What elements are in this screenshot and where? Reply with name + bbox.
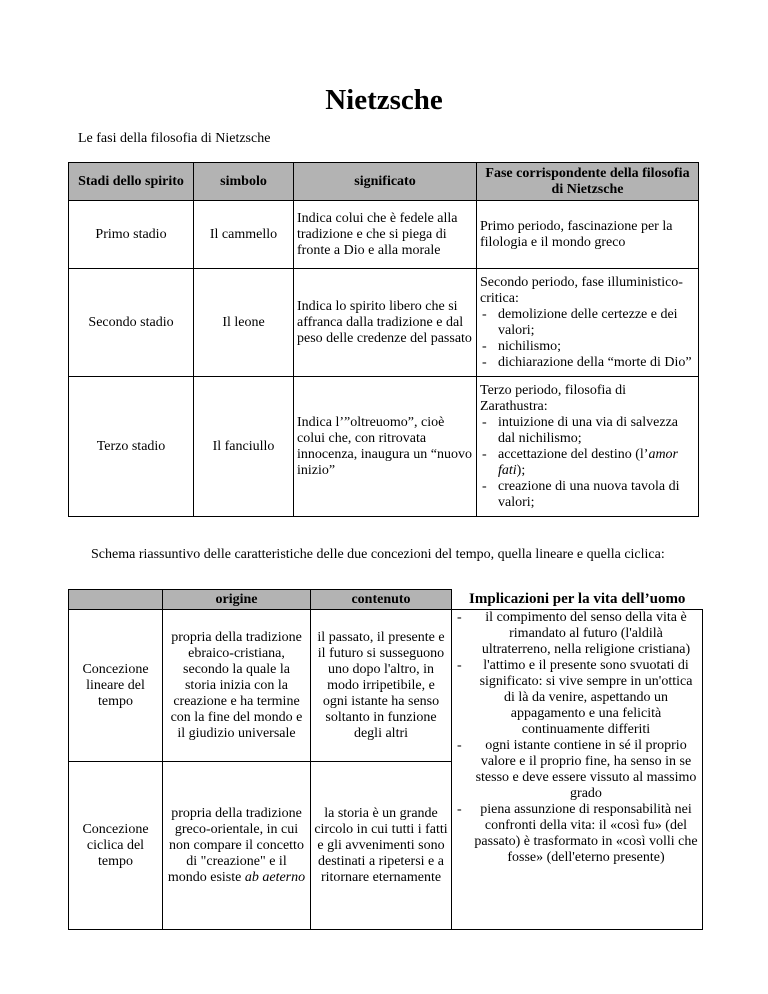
simbolo-cell: Il leone: [194, 269, 294, 377]
stadio-cell: Secondo stadio: [69, 269, 194, 377]
col-header-contenuto: contenuto: [311, 590, 452, 610]
origine-cell: [163, 762, 311, 930]
table-row: [69, 269, 699, 377]
col-header-significato: significato: [294, 163, 477, 201]
col-header-implicazioni: Implicazioni per la vita dell’uomo: [452, 590, 703, 610]
significato-cell: Indica colui che è fedele alla tradizione e che si piega di fronte a Dio e alla morale: [294, 201, 477, 269]
list-item-text-end: );: [516, 462, 526, 478]
col-header-empty: [69, 590, 163, 610]
stadio-cell: Terzo stadio: [69, 377, 194, 517]
list-item: - il compimento del senso della vita è rimandato al futuro (l'aldilà ultraterreno, nella religione cristiana): [455, 610, 699, 658]
simbolo-cell: Il fanciullo: [194, 377, 294, 517]
list-item: - dichiarazione della “morte di Dio”: [480, 355, 695, 371]
list-item-text: accettazione del destino (l’: [498, 446, 649, 462]
fase-intro: Primo periodo, fascinazione per la filologia e il mondo greco: [480, 218, 673, 250]
fase-cell: [477, 201, 699, 269]
stadio-cell: Primo stadio: [69, 201, 194, 269]
page-title: Nietzsche: [325, 84, 443, 116]
concezione-cell: Concezione ciclica del tempo: [69, 762, 163, 930]
col-header-fase: Fase corrispondente della filosofia di Nietzsche: [477, 163, 699, 201]
simbolo-cell: Il cammello: [194, 201, 294, 269]
list-item: [480, 447, 695, 479]
concezione-cell: Concezione lineare del tempo: [69, 610, 163, 762]
table-row: [69, 201, 699, 269]
list-item: - ogni istante contiene in sé il proprio valore e il proprio fine, ha senso in se stesso e deve essere vissuto al massimo grado: [455, 738, 699, 802]
schema-intro: Schema riassuntivo delle caratteristiche delle due concezioni del tempo, quella lineare e quella ciclica:: [91, 547, 665, 562]
significato-cell: Indica lo spirito libero che si affranca dalla tradizione e dal peso delle credenze del passato: [294, 269, 477, 377]
origine-text: propria della tradizione greco-orientale, in cui non compare il concetto di "creazione" e il mondo esiste: [167, 805, 304, 885]
implicazioni-list: [455, 610, 699, 866]
table-row: [69, 377, 699, 517]
stages-table: [68, 162, 699, 517]
table-row: [69, 610, 703, 762]
col-header-stadi: Stadi dello spirito: [69, 163, 194, 201]
fase-cell: [477, 269, 699, 377]
list-item: - nichilismo;: [480, 339, 695, 355]
list-item: - l'attimo e il presente sono svuotati di significato: si vive sempre in un'ottica di là da venire, aspettando un appagamento e una felicità continuamente differiti: [455, 658, 699, 738]
origine-cell: propria della tradizione ebraico-cristiana, secondo la quale la storia inizia con la creazione e ha termine con la fine del mondo e il giudizio universale: [163, 610, 311, 762]
section-subtitle: Le fasi della filosofia di Nietzsche: [78, 131, 271, 146]
fase-list: [480, 307, 695, 371]
list-item: - demolizione delle certezze e dei valori;: [480, 307, 695, 339]
time-concepts-table: [68, 589, 703, 930]
list-item: - piena assunzione di responsabilità nei confronti della vita: il «così fu» (del passato) è trasformato in «così volli che fosse» (dell'eterno presente): [455, 802, 699, 866]
contenuto-cell: il passato, il presente e il futuro si susseguono uno dopo l'altro, in modo irripetibile, e ogni istante ha senso soltanto in funzione degli altri: [311, 610, 452, 762]
fase-intro: Secondo periodo, fase illuministico-critica:: [480, 274, 683, 306]
list-item: - creazione di una nuova tavola di valori;: [480, 479, 695, 511]
fase-cell: [477, 377, 699, 517]
fase-intro: Terzo periodo, filosofia di Zarathustra:: [480, 382, 626, 414]
contenuto-cell: la storia è un grande circolo in cui tutti i fatti e gli avvenimenti sono destinati a ripetersi e a ritornare eternamente: [311, 762, 452, 930]
fase-list: [480, 415, 695, 511]
significato-cell: Indica l’”oltreuomo”, cioè colui che, con ritrovata innocenza, inaugura un “nuovo inizio”: [294, 377, 477, 517]
implicazioni-cell: [452, 610, 703, 930]
col-header-origine: origine: [163, 590, 311, 610]
ab-aeterno-text: ab aeterno: [244, 869, 306, 885]
col-header-simbolo: simbolo: [194, 163, 294, 201]
list-item: - intuizione di una via di salvezza dal nichilismo;: [480, 415, 695, 447]
table-header-row: [69, 163, 699, 201]
amor-fati-text: amor fati: [498, 446, 678, 478]
table-header-row: [69, 590, 703, 610]
